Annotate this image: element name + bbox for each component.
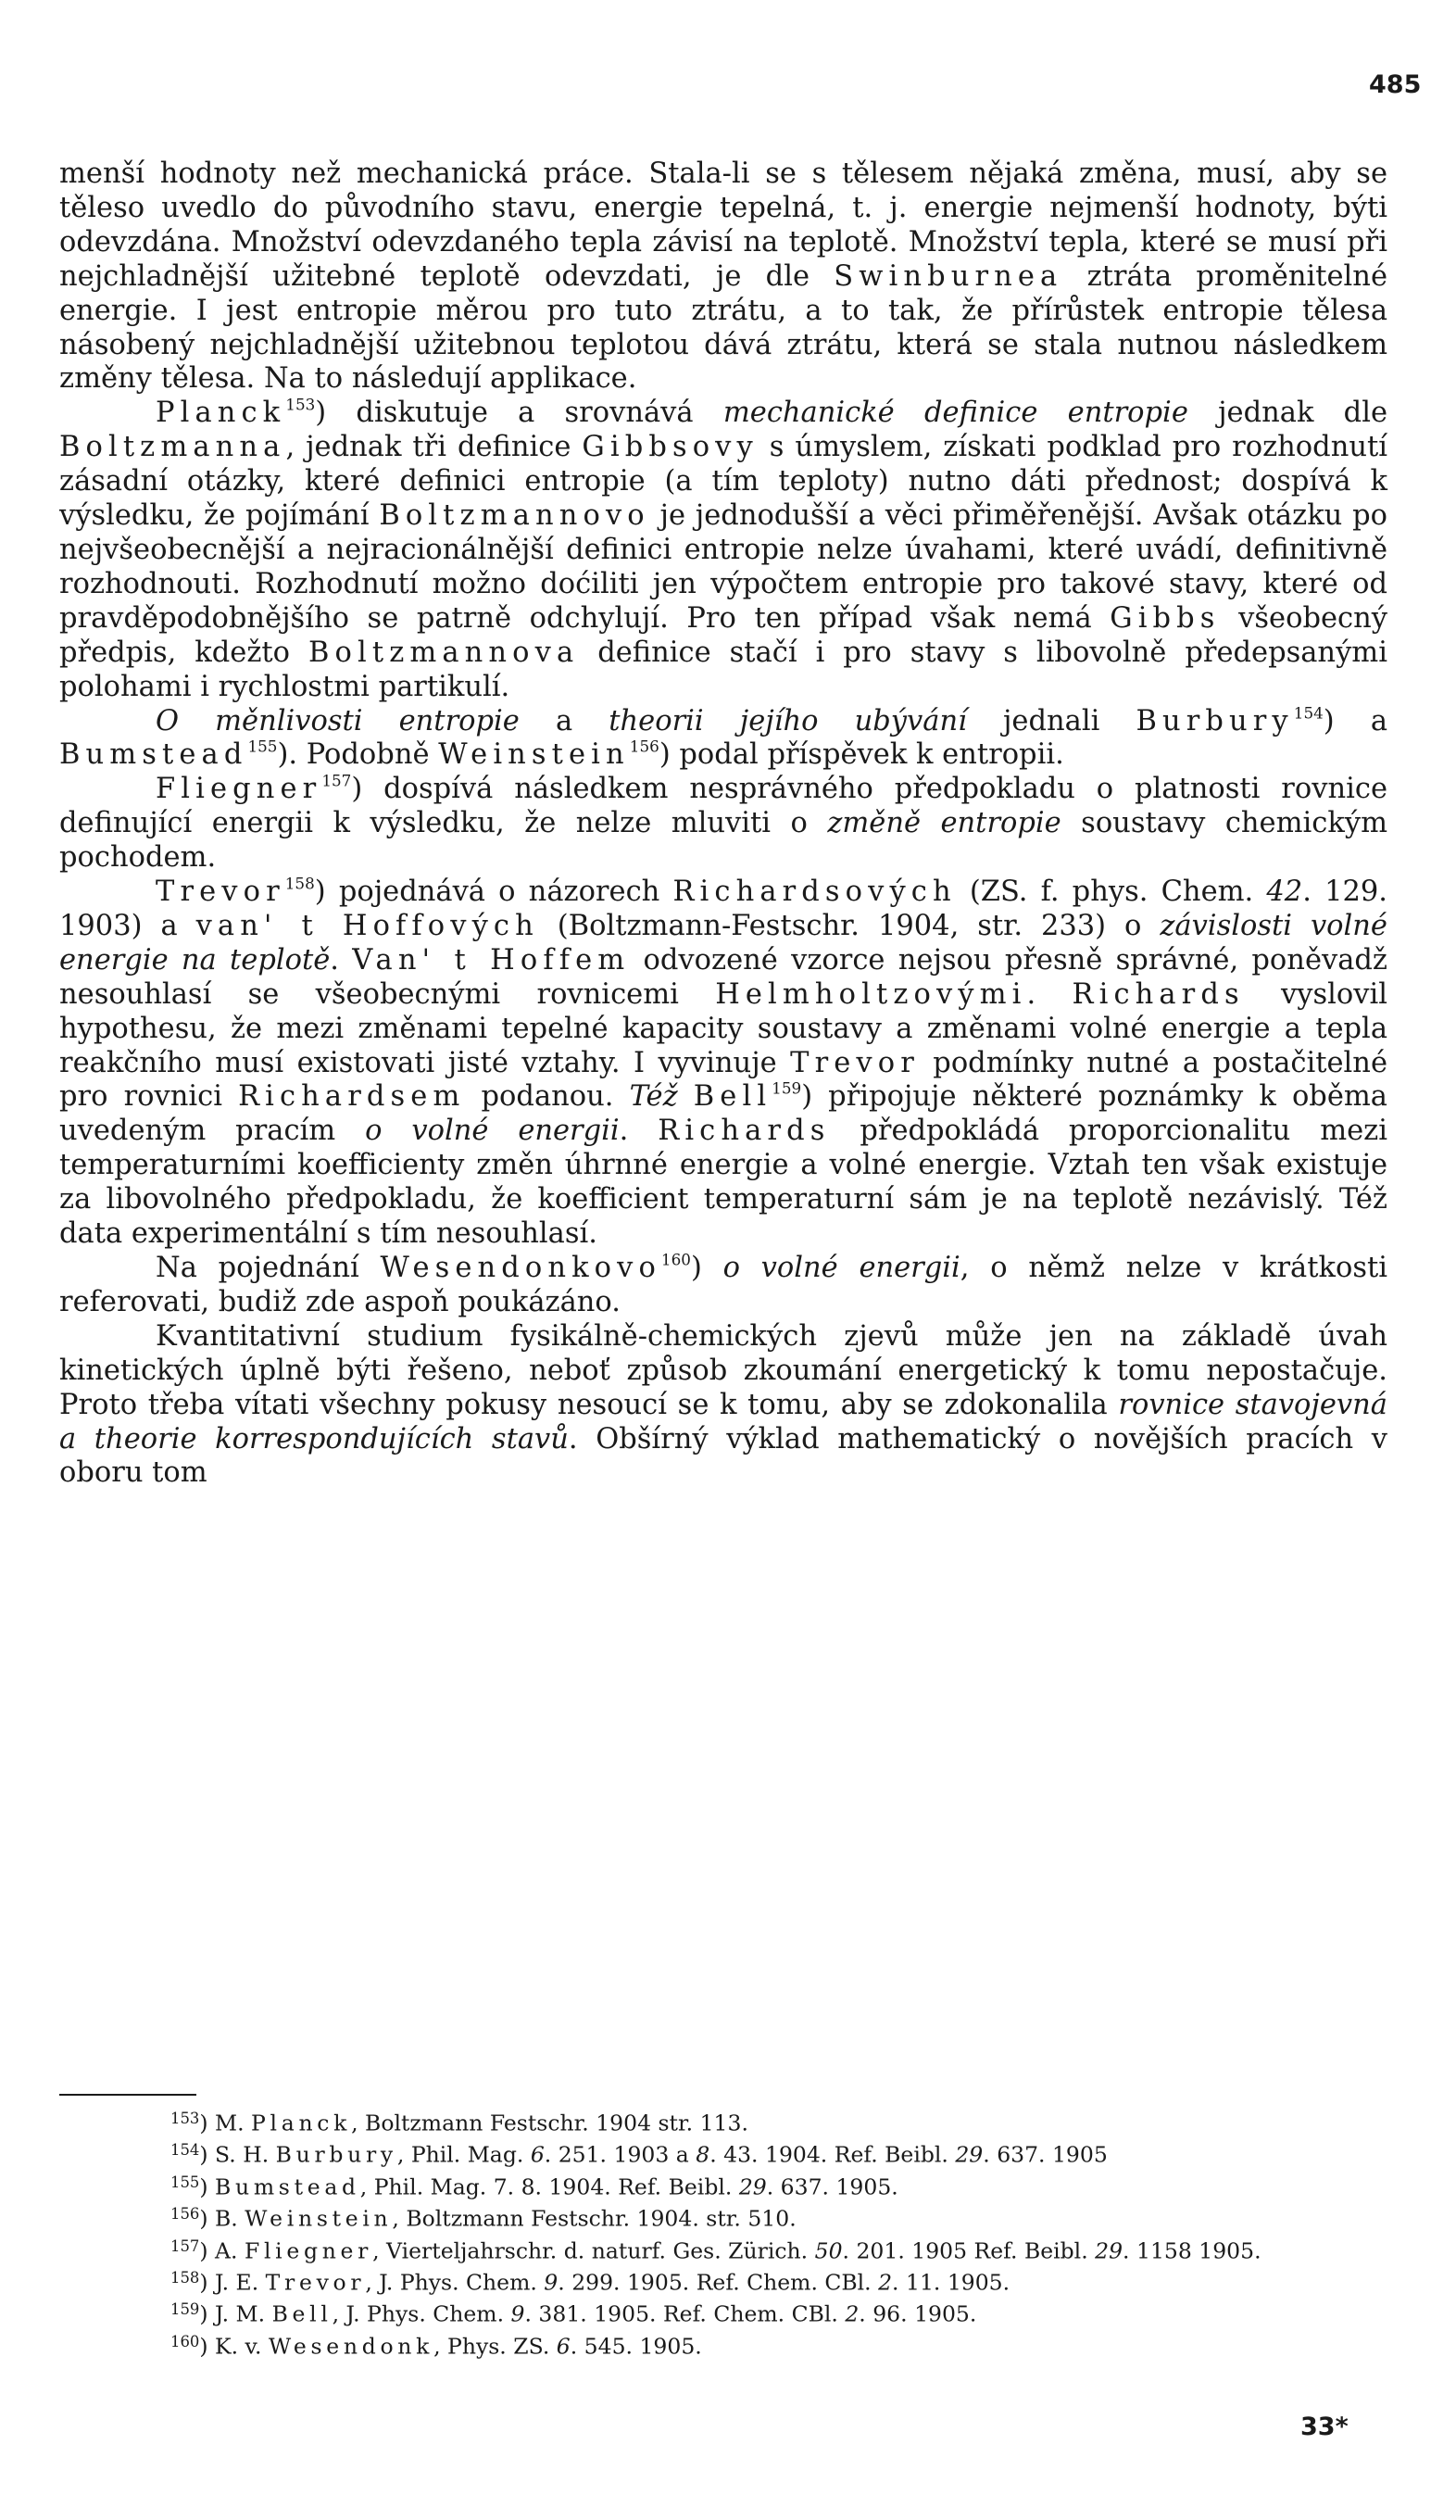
- text-run: . 11. 1905.: [892, 2269, 1010, 2296]
- footnote-paren: ): [199, 2236, 216, 2263]
- text-run: .: [330, 943, 353, 976]
- footnote-paren: ): [199, 2269, 216, 2296]
- text-run: . 299. 1905. Ref. Chem. CBl.: [558, 2269, 879, 2296]
- spaced-name: Swinburnea: [834, 259, 1063, 293]
- italic-text: theorii jejího ubývání: [609, 704, 967, 737]
- text-run: (ZS. f. phys. Chem.: [956, 876, 1267, 909]
- footnote-number: 160: [170, 2332, 200, 2350]
- footnote: [59, 2233, 1387, 2264]
- footnote-paren: ): [199, 2110, 216, 2136]
- footnote-ref: 156: [629, 737, 659, 756]
- spaced-name: Wesendonk: [268, 2333, 434, 2360]
- italic-text: závislosti volné energie na teplotě: [59, 909, 1387, 976]
- text-run: podanou.: [465, 1080, 630, 1114]
- footnote: [59, 2296, 1387, 2327]
- spaced-name: Planck: [251, 2110, 352, 2136]
- footnote-ref: 158: [284, 874, 315, 893]
- text-run: všeobecný předpis, kdežto: [59, 601, 1387, 669]
- text-run: ) pojednává o názorech: [314, 876, 673, 909]
- spaced-name: Richards: [658, 1115, 831, 1148]
- spaced-name: Burbury: [275, 2141, 397, 2168]
- text-run: Na pojednání: [156, 1252, 381, 1284]
- footnote-ref: 159: [772, 1078, 802, 1098]
- footnote-paren: ): [199, 2333, 216, 2360]
- footnote-number: 155: [170, 2173, 200, 2191]
- footnote-ref: 154: [1293, 702, 1324, 722]
- text-run: (Boltzmann-Festschr. 1904, str. 233) o: [538, 909, 1161, 942]
- footnote-paren: ): [199, 2174, 216, 2200]
- text-run: . 637. 1905: [983, 2141, 1108, 2168]
- italic-text: 6: [556, 2333, 571, 2360]
- text-run: . 201. 1905 Ref. Beibl.: [842, 2236, 1096, 2263]
- text-run: , Boltzmann Festschr. 1904 str. 113.: [351, 2110, 748, 2136]
- text-run: je jednodušší a věci přiměřenější. Avšak otázku po nejvšeobecnější a nejracionálnější definici entropie nelze úvahami, které uvádí, definitivně rozhodnouti. Rozhodnutí možno doćiliti jen výpočtem entropie pro takové stavy, které od pravděpodobnějšího se patrně odchylují. Pro ten případ však nemá: [59, 499, 1387, 635]
- footnote-paren: ): [199, 2141, 216, 2168]
- italic-text: 6: [530, 2141, 545, 2168]
- spaced-name: Bumstead: [215, 2174, 360, 2200]
- spaced-name: van' t Hoffových: [195, 909, 539, 942]
- paragraph-4: [59, 773, 1387, 876]
- footnote: [59, 2105, 1387, 2136]
- text-run: .: [619, 1115, 659, 1148]
- text-run: . 637. 1905.: [766, 2174, 898, 2200]
- text-run: J. E.: [215, 2269, 266, 2296]
- signature-mark: 33*: [1300, 2413, 1349, 2441]
- spaced-name: Van' t Hoffem: [352, 943, 631, 976]
- italic-text: změně entropie: [827, 807, 1061, 840]
- italic-text: mechanické definice entropie: [722, 397, 1188, 430]
- footnote: [59, 2136, 1387, 2168]
- italic-text: rovnice stavojevná a theorie korrespondujících stavů: [59, 1388, 1387, 1455]
- text-run: ) a: [1323, 704, 1387, 737]
- footnote-ref: 160: [660, 1250, 691, 1269]
- italic-text: 29: [955, 2141, 984, 2168]
- spaced-name: Wesendonkovo: [380, 1252, 661, 1284]
- text-run: odvozené vzorce nejsou přesně správné, poněvadž nesouhlasí se všeobecnými rovnicemi: [59, 943, 1387, 1011]
- spaced-name: Planck: [156, 397, 286, 430]
- text-run: , o němž nelze v krátkosti referovati, budiž zde aspoň poukázáno.: [59, 1252, 1387, 1318]
- italic-text: o volné energii: [722, 1252, 960, 1284]
- text-run: ): [690, 1252, 723, 1284]
- spaced-name: Gibbsovy: [582, 431, 759, 464]
- spaced-name: Trevor: [156, 876, 285, 909]
- footnote-number: 157: [170, 2236, 200, 2255]
- text-run: S. H.: [215, 2141, 276, 2168]
- footnote: [59, 2169, 1387, 2200]
- text-run: , Boltzmann Festschr. 1904. str. 510.: [392, 2205, 797, 2232]
- spaced-name: Burbury: [1136, 704, 1294, 737]
- spaced-name: Richardsových: [672, 876, 957, 909]
- text-run: , Phil. Mag.: [396, 2141, 531, 2168]
- spaced-name: Fliegner: [244, 2236, 373, 2263]
- spaced-name: Boltzmannova: [308, 636, 580, 669]
- spaced-name: Trevor: [265, 2269, 366, 2296]
- body-text: [59, 158, 1387, 1491]
- text-run: jednak dle: [1187, 397, 1388, 430]
- footnote-paren: ): [199, 2300, 216, 2327]
- text-run: [678, 1080, 694, 1113]
- text-run: M.: [215, 2110, 252, 2136]
- text-run: . 96. 1905.: [859, 2300, 977, 2327]
- italic-text: Též: [629, 1080, 678, 1114]
- italic-text: 2: [878, 2269, 893, 2296]
- footnote-number: 153: [170, 2110, 200, 2127]
- text-run: ) dospívá následkem nesprávného předpokladu o platnosti rovnice definující energii k výsledku, že nelze mluviti o: [59, 773, 1387, 840]
- spaced-name: Bell: [271, 2300, 333, 2327]
- footnote: [59, 2200, 1387, 2232]
- text-run: B.: [215, 2205, 245, 2232]
- spaced-name: Gibbs: [1110, 601, 1221, 635]
- text-run: . 381. 1905. Ref. Chem. CBl.: [524, 2300, 846, 2327]
- spaced-name: Helmholtzovými: [715, 977, 1027, 1011]
- text-run: J. M.: [215, 2300, 272, 2327]
- italic-text: 29: [1095, 2236, 1123, 2263]
- italic-text: O měnlivosti entropie: [156, 704, 520, 737]
- footnote-ref: 153: [285, 395, 316, 414]
- text-run: , Phys. ZS.: [433, 2333, 557, 2360]
- footnote: [59, 2264, 1387, 2296]
- paragraph-2: [59, 397, 1387, 704]
- text-run: ) podal příspěvek k entropii.: [659, 738, 1064, 772]
- paragraph-1: [59, 158, 1387, 397]
- footnotes: [59, 2105, 1387, 2360]
- text-run: předpokládá proporcionalitu mezi temperaturními koefficienty změn úhrnné energie a volné energie. Vztah ten však existuje za libovolného předpokladu, že koefficient temperaturní sám je na teplotě nezávislý. Též data experimentální s tím nesouhlasí.: [59, 1115, 1387, 1251]
- text-run: jednali: [966, 704, 1136, 737]
- text-run: Kvantitativní studium fysikálně-chemických zjevů může jen na základě úvah kinetických úplně býti řešeno, neboť způsob zkoumání energetický k tomu nepostačuje. Proto třeba vítati všechny pokusy nesoucí se k tomu, aby se zdokonalila: [59, 1319, 1387, 1421]
- text-run: menší hodnoty než mechanická práce. Stala-li se s tělesem nějaká změna, musí, aby se těleso uvedlo do původního stavu, energie tepelná, t. j. energie nejmenší hodnoty, býti odevzdána. Množství odevzdaného tepla závisí na teplotě. Množství tepla, které se musí při nejchladnější užitebné teplotě odevzdati, je dle: [59, 158, 1387, 293]
- paragraph-3: [59, 702, 1387, 774]
- spaced-name: Richardsem: [238, 1080, 466, 1114]
- text-run: .: [1026, 977, 1073, 1011]
- spaced-name: Boltzmannovo: [379, 499, 650, 533]
- text-run: definice stačí i pro stavy s libovolně předepsanými polohami i rychlostmi partikulí.: [59, 636, 1387, 703]
- footnote-number: 159: [170, 2300, 200, 2319]
- text-run: . 545. 1905.: [570, 2333, 702, 2360]
- text-run: ) diskutuje a srovnává: [315, 397, 723, 430]
- italic-text: 9: [510, 2300, 525, 2327]
- italic-text: 42: [1266, 876, 1303, 909]
- italic-text: 9: [544, 2269, 559, 2296]
- footnote: [59, 2328, 1387, 2360]
- text-run: , jednak tři definice: [285, 431, 583, 464]
- spaced-name: Richards: [1072, 977, 1245, 1011]
- spaced-name: Weinstein: [245, 2205, 393, 2232]
- spaced-name: Weinstein: [438, 738, 630, 772]
- text-run: s úmyslem, získati podklad pro rozhodnutí zásadní otázky, které definici entropie (a tím teploty) nutno dáti přednost; dospívá k výsledku, že pojímání: [59, 431, 1387, 533]
- text-run: , J. Phys. Chem.: [365, 2269, 545, 2296]
- text-run: K. v.: [215, 2333, 269, 2360]
- text-run: ). Podobně: [277, 738, 439, 772]
- footnote-ref: 157: [321, 771, 352, 790]
- text-run: . 251. 1903 a: [544, 2141, 697, 2168]
- spaced-name: Bumstead: [59, 738, 248, 772]
- paragraph-6: [59, 1252, 1387, 1320]
- text-run: ztráta proměnitelné energie. I jest entropie měrou pro tuto ztrátu, a to tak, že přírůstek entropie tělesa násobený nejchladnější užitebnou teplotou dává ztrátu, která se stala nutnou následkem změny tělesa. Na to následují applikace.: [59, 259, 1388, 396]
- italic-text: o volné energii: [365, 1115, 620, 1148]
- spaced-name: Bell: [693, 1080, 772, 1114]
- footnote-paren: ): [199, 2205, 216, 2232]
- text-run: A.: [215, 2236, 245, 2263]
- text-run: vyslovil hypothesu, že mezi změnami tepelné kapacity soustavy a změnami volné energie a tepla reakčního musí existovati jisté vztahy. I vyvinuje: [59, 977, 1388, 1079]
- text-run: ) připojuje některé poznámky k oběma uvedeným pracím: [59, 1080, 1387, 1148]
- text-run: . Obšírný výklad mathematický o novějších pracích v oboru tom: [59, 1422, 1388, 1490]
- paragraph-7: [59, 1320, 1387, 1492]
- page-number: 485: [1369, 70, 1422, 99]
- spaced-name: Fliegner: [156, 773, 322, 806]
- paragraph-5: [59, 876, 1387, 1252]
- text-run: a: [519, 704, 609, 737]
- text-run: podmínky nutné a postačitelné pro rovnici: [59, 1046, 1387, 1114]
- footnote-number: 154: [170, 2141, 200, 2160]
- spaced-name: Boltzmanna: [59, 431, 286, 464]
- text-run: , J. Phys. Chem.: [332, 2300, 511, 2327]
- text-run: . 43. 1904. Ref. Beibl.: [709, 2141, 956, 2168]
- footnote-number: 156: [170, 2205, 200, 2224]
- italic-text: 50: [814, 2236, 843, 2263]
- italic-text: 2: [845, 2300, 860, 2327]
- text-run: . 129. 1903) a: [59, 876, 1387, 942]
- text-run: , Phil. Mag. 7. 8. 1904. Ref. Beibl.: [359, 2174, 739, 2200]
- text-run: . 1158 1905.: [1123, 2236, 1261, 2263]
- footnote-ref: 155: [247, 737, 278, 756]
- text-run: soustavy chemickým pochodem.: [59, 807, 1387, 875]
- footnote-divider: [59, 2094, 196, 2096]
- text-run: , Vierteljahrschr. d. naturf. Ges. Zürich.: [372, 2236, 815, 2263]
- italic-text: 29: [738, 2174, 767, 2200]
- footnote-number: 158: [170, 2268, 200, 2287]
- italic-text: 8: [696, 2141, 710, 2168]
- spaced-name: Trevor: [790, 1046, 920, 1079]
